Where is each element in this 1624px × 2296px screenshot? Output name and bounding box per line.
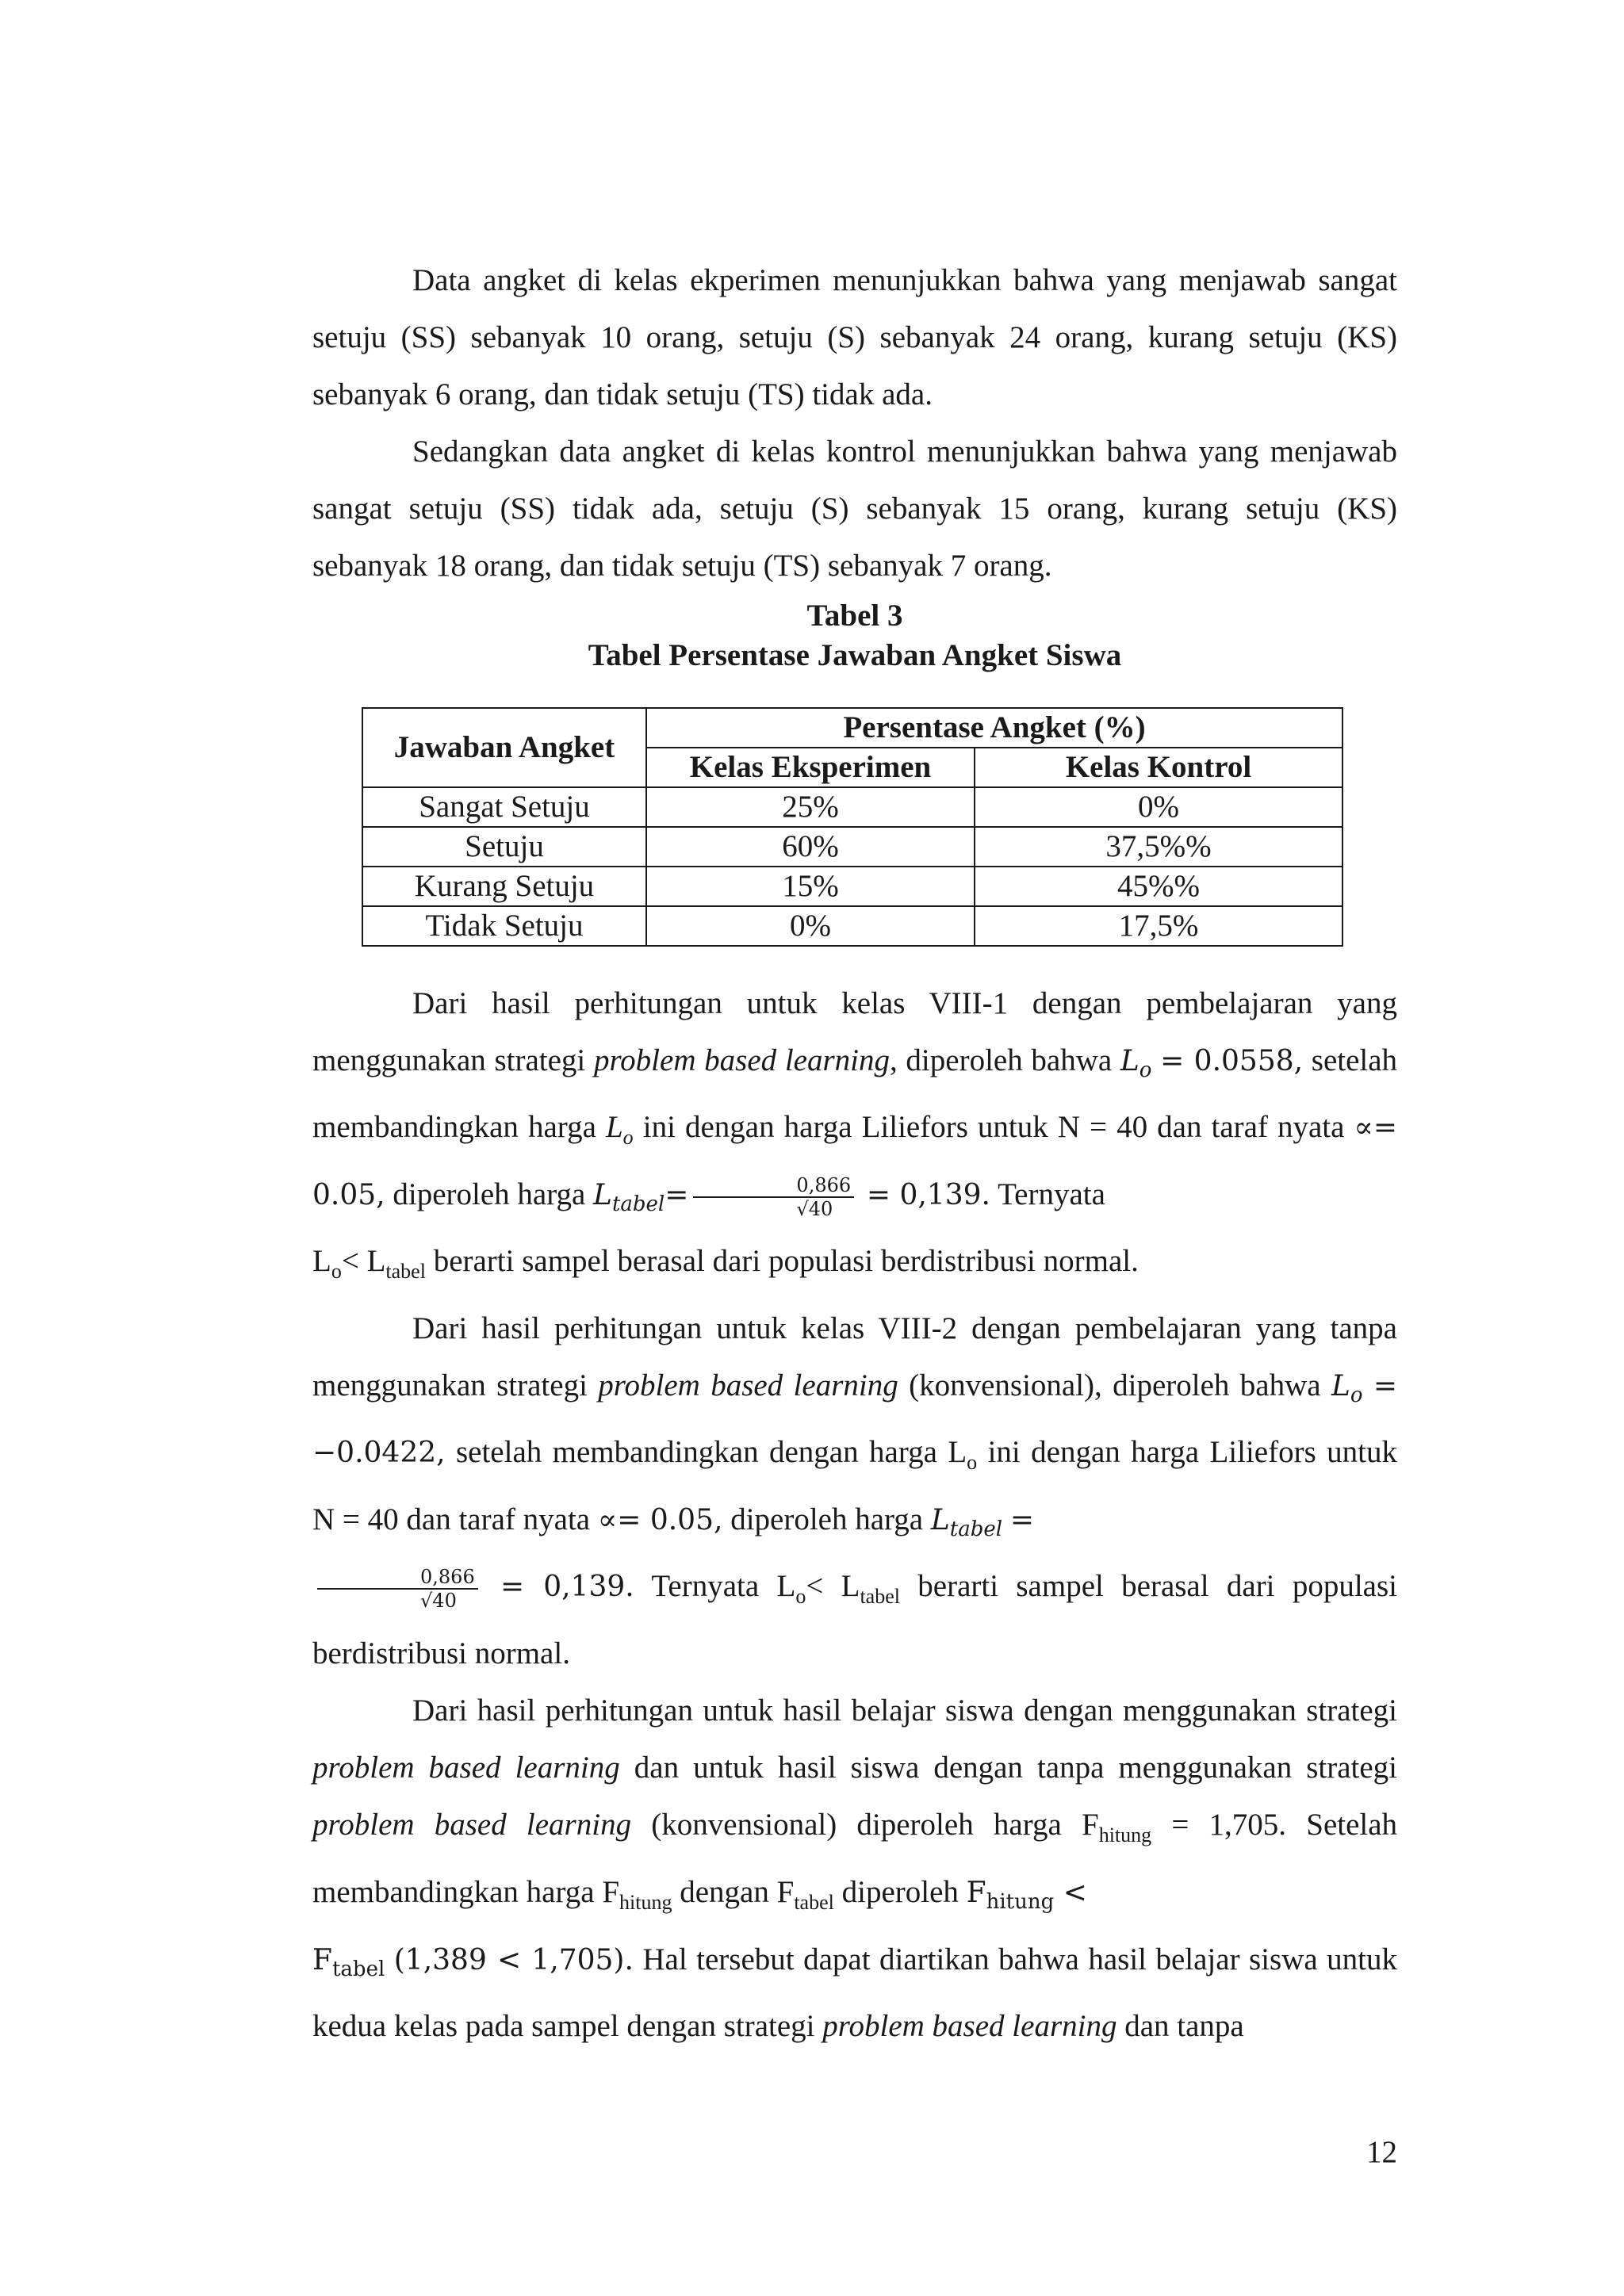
ltabel-value: = 0,139. <box>866 1178 991 1211</box>
ltabel-symbol: $L_{tabel}$ <box>930 1503 1003 1542</box>
table-row <box>362 787 1342 827</box>
table-title: Tabel Persentase Jawaban Angket Siswa <box>588 638 1122 672</box>
lo-symbol: $L_o$ <box>1331 1369 1363 1408</box>
cell-answer: Setuju <box>362 827 646 867</box>
page-number: 12 <box>1366 2135 1397 2169</box>
cell-experiment: 25% <box>646 787 975 827</box>
document-page <box>312 252 1397 2055</box>
paragraph-4: Dari hasil perhitungan untuk kelas VIII-2 dengan pembelajaran yang tanpa menggunakan strategi problem based learning (konvensional), diperoleh bahwa $L_o = -0.0422$, setelah membandingkan dengan harga $L_o$ ini dengan harga Liliefors untuk N = 40 dan taraf nyata ∝= 0.05, diperoleh harga $L_{tabel}$ = $\frac{0,866}{√40}$ = 0,139. Ternyata $L_o< L_{tabel}$ berarti sampel berasal dari populasi berdistribusi normal. <box>312 1311 1398 1670</box>
cell-experiment: 0% <box>646 906 975 946</box>
f-comparison: (1,389 < 1,705). <box>393 1943 634 1976</box>
lo-inline: $L_o$ <box>605 1110 634 1149</box>
fraction: $\frac{0,866}{√40}$ <box>317 1566 478 1612</box>
ftabel-symbol: $F_{tabel}$ <box>312 1943 385 1981</box>
cell-experiment: 60% <box>646 827 975 867</box>
italic-term: problem based learning <box>312 1750 620 1785</box>
fhitung-value: = 1,705. <box>1171 1807 1287 1842</box>
alpha-value: ∝= 0.05, <box>597 1503 723 1536</box>
paragraph-3: Dari hasil perhitungan untuk kelas VIII-1 dengan pembelajaran yang menggunakan strategi problem based learning, diperoleh bahwa $L_o = 0.0558$, setelah membandingkan harga $L_o$ ini dengan harga Liliefors untuk N = 40 dan taraf nyata ∝= 0.05, diperoleh harga $L_{tabel}=$ $\frac{0,866}{√40}$ = 0,139. Ternyata $L_o< L_{tabel}$ berarti sampel berasal dari populasi berdistribusi normal. <box>312 986 1398 1283</box>
cell-answer: Tidak Setuju <box>362 906 646 946</box>
italic-term: problem based learning <box>593 1043 890 1077</box>
ltabel-value: = 0,139. <box>500 1571 634 1604</box>
table-row <box>362 906 1342 946</box>
paragraph-1: Data angket di kelas ekperimen menunjukkan bahwa yang menjawab sangat setuju (SS) sebanyak 10 orang, setuju (S) sebanyak 24 orang, kurang setuju (KS) sebanyak 6 orang, dan tidak setuju (TS) tidak ada. <box>312 263 1397 411</box>
ltabel-symbol: $L_{tabel}$ <box>593 1178 665 1217</box>
ftabel-symbol: $F_{tabel}$ <box>776 1874 834 1914</box>
lo-value: = −0.0422, <box>312 1369 1398 1470</box>
percentage-table <box>362 707 1343 947</box>
cell-answer: Sangat Setuju <box>362 787 646 827</box>
fhitung-symbol: $F_{hitung}$ <box>602 1874 672 1914</box>
header-percentage-group: Persentase Angket (%) <box>646 708 1342 748</box>
fraction: $\frac{0,866}{√40}$ <box>693 1174 854 1220</box>
cell-answer: Kurang Setuju <box>362 867 646 906</box>
fhitung-symbol: $F_{hitung}$ < <box>966 1876 1087 1914</box>
header-control: Kelas Kontrol <box>975 748 1342 787</box>
table-number: Tabel 3 <box>806 599 903 633</box>
header-experiment: Kelas Eksperimen <box>646 748 975 787</box>
italic-term: problem based learning <box>822 2008 1117 2043</box>
lo-inline: $L_o$ <box>948 1435 978 1474</box>
lo-symbol: $L_o$ <box>1120 1045 1152 1083</box>
table-row <box>362 867 1342 906</box>
cell-control: 17,5% <box>975 906 1342 946</box>
comparison: $L_o< L_{tabel}$ <box>312 1244 426 1283</box>
paragraph-2: Sedangkan data angket di kelas kontrol menunjukkan bahwa yang menjawab sangat setuju (SS) tidak ada, setuju (S) sebanyak 15 orang, kurang setuju (KS) sebanyak 18 orang, dan tidak setuju (TS) sebanyak 7 orang. <box>312 434 1397 583</box>
paragraph-5: Dari hasil perhitungan untuk hasil belajar siswa dengan menggunakan strategi problem based learning dan untuk hasil siswa dengan tanpa menggunakan strategi problem based learning (konvensional) diperoleh harga $F_{hitung} = 1,705$. Setelah membandingkan harga $F_{hitung}$ dengan $F_{tabel}$ diperoleh $F_{hitung}$ < $F_{tabel}$ (1,389 < 1,705). Hal tersebut dapat diartikan bahwa hasil belajar siswa untuk kedua kelas pada sampel dengan strategi problem based learning dan tanpa <box>312 1693 1398 2043</box>
cell-control: 0% <box>975 787 1342 827</box>
italic-term: problem based learning <box>312 1807 632 1842</box>
alpha-value: ∝= 0.05, <box>312 1112 1398 1211</box>
cell-experiment: 15% <box>646 867 975 906</box>
italic-term: problem based learning <box>598 1368 898 1402</box>
cell-control: 45%% <box>975 867 1342 906</box>
cell-control: 37,5%% <box>975 827 1342 867</box>
header-answer: Jawaban Angket <box>362 708 646 787</box>
fhitung-symbol: $F_{hitung}$ <box>1082 1807 1152 1846</box>
comparison: $L_o< L_{tabel}$ <box>776 1569 900 1608</box>
table-row <box>362 827 1342 867</box>
lo-value: = 0.0558, <box>1160 1045 1304 1077</box>
